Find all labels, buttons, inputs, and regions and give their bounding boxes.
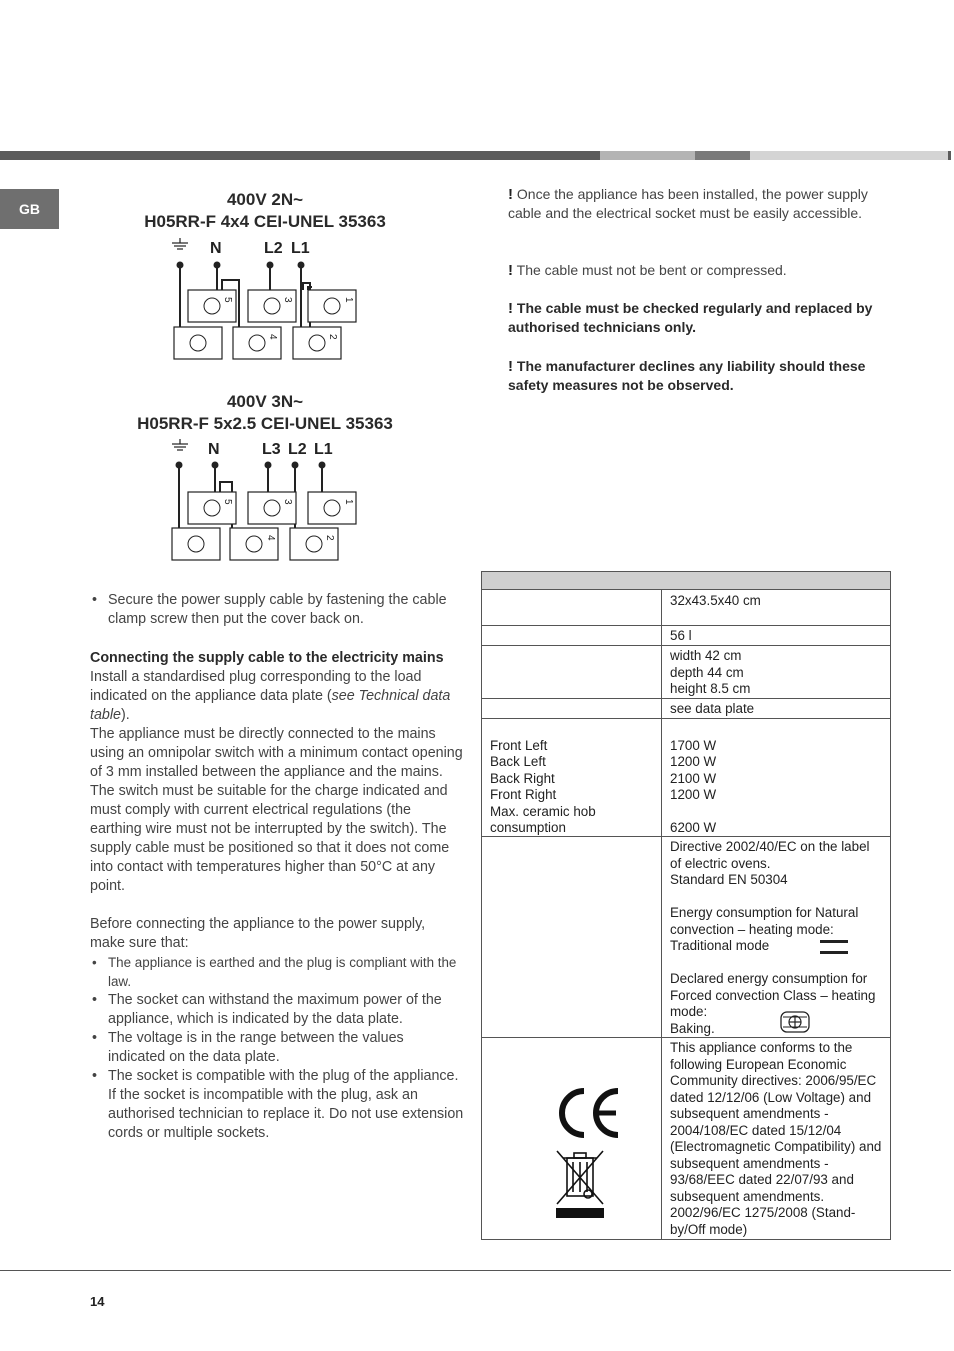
max-power-value: 6200 W [670, 820, 717, 835]
check-item-voltage: • The voltage is in the range between the values indicated on the data plate. [90, 1029, 464, 1067]
energy-forced-convection: Declared energy consumption for Forced convection Class – heating mode: [670, 971, 876, 1019]
useful-height: height 8.5 cm [670, 681, 751, 696]
table-label-cell [482, 590, 662, 625]
warning-mark: ! [508, 262, 513, 279]
wiring-diagram-2n [160, 235, 370, 365]
warning-mark: ! [508, 186, 513, 203]
table-row-dimensions [481, 590, 891, 626]
warning-mark: ! [508, 300, 513, 317]
section-heading: Connecting the supply cable to the electricity mains [90, 650, 444, 666]
warning-text: The manufacturer declines any liability should these safety measures not be observed. [508, 358, 866, 393]
footer-divider [0, 1270, 951, 1271]
table-row-energy-label [481, 837, 891, 1038]
diagram1-label-l1: L1 [291, 240, 310, 257]
energy-label-value [662, 837, 890, 1037]
page-number: 14 [90, 1294, 105, 1309]
table-label-cell [482, 646, 662, 698]
useful-depth: depth 44 cm [670, 664, 744, 680]
zone-name: Front Right [490, 787, 557, 802]
warning-cable-bent [508, 261, 888, 280]
header-bar-end [948, 151, 951, 160]
diagram1-term-2: 2 [327, 334, 338, 340]
header-bar-mid [695, 151, 750, 160]
energy-standard: Standard EN 50304 [670, 872, 788, 887]
voltage-value: see data plate [670, 701, 755, 716]
table-row-volume [481, 626, 891, 646]
zone-power: 1200 W [670, 754, 717, 769]
max-consumption-label-2: consumption [490, 820, 566, 835]
omnipolar-paragraph: The appliance must be directly connected to the mains using an omnipolar switch with a minimum contact opening of 3 mm installed between the appliance and the mains. The switch must be suitable for the charge indicated and must comply with current electrical regulations (the earthing wire must not be interrupted by the switch). The supply cable must be positioned so that it does not come into contact with temperatures higher than 50°C at any point. [90, 726, 463, 894]
table-row-hob-power [481, 719, 891, 837]
diagram2-term-4: 4 [265, 535, 276, 541]
hob-zone-labels [482, 719, 662, 836]
energy-baking-mode: Baking. [670, 1020, 715, 1036]
warning-cable-checked [508, 299, 888, 337]
fan-baking-icon [780, 1011, 810, 1033]
diagram1-title-line1: 400V 2N~ [226, 190, 304, 209]
warning-text: The cable must not be bent or compressed. [513, 262, 787, 278]
zone-name: Front Left [490, 737, 548, 753]
zone-name: Back Left [490, 754, 546, 769]
warning-accessible [508, 185, 888, 223]
useful-dimensions-value [662, 646, 890, 698]
table-row-conformity [481, 1038, 891, 1240]
warning-mark: ! [508, 358, 513, 375]
table-header [481, 571, 891, 590]
table-row-voltage [481, 699, 891, 719]
useful-width: width 42 cm [670, 648, 742, 663]
warning-liability [508, 357, 888, 395]
hob-zone-powers [662, 719, 890, 836]
zone-power: 1700 W [670, 737, 717, 753]
table-label-cell [482, 699, 662, 718]
table-label-cell [482, 837, 662, 1037]
conformity-symbols [482, 1038, 662, 1239]
diagram2-title-line2: H05RR-F 5x2.5 CEI-UNEL 35363 [137, 414, 393, 433]
diagram2-term-3: 3 [282, 499, 293, 505]
diagram2-title-line1: 400V 3N~ [226, 392, 304, 411]
zone-power: 1200 W [670, 787, 717, 802]
diagram2-label-l3: L3 [262, 441, 281, 458]
diagram2-label-n: N [208, 441, 220, 458]
check-item-socket-compatible: • The socket is compatible with the plug of the appliance. If the socket is incompatible with the plug, ask an authorised technician to replace it. Do not use extension cords or multiple sockets. [90, 1067, 464, 1143]
diagram2-label-l1: L1 [314, 441, 333, 458]
diagram1-title [100, 189, 430, 233]
energy-traditional-mode: Traditional mode [670, 938, 770, 953]
language-tab: GB [0, 189, 59, 229]
traditional-mode-icon [820, 938, 848, 956]
left-column [90, 591, 464, 1143]
max-consumption-label: Max. ceramic hob [490, 803, 596, 819]
header-bar-light [600, 151, 695, 160]
plug-paragraph-text: Install a standardised plug corresponding to the load indicated on the appliance data plate ( [90, 669, 422, 704]
header-bar-pale [750, 151, 948, 160]
table-row-useful-dimensions [481, 646, 891, 699]
before-connecting-paragraph: Before connecting the appliance to the power supply, make sure that: [90, 916, 426, 951]
wiring-diagram-3n [160, 436, 370, 566]
table-label-cell [482, 626, 662, 645]
technical-data-reference: see Technical data table [90, 688, 451, 723]
check-item-earthed: • The appliance is earthed and the plug is compliant with the law. [90, 953, 464, 991]
diagram1-label-n: N [210, 240, 222, 257]
dimensions-value: 32x43.5x40 cm [670, 593, 761, 608]
energy-directive: Directive 2002/40/EC on the label of electric ovens. [670, 839, 870, 871]
diagram1-term-1: 1 [343, 297, 354, 303]
plug-paragraph-end: ). [121, 707, 130, 723]
technical-data-table [481, 571, 891, 1240]
secure-cable-bullet: • Secure the power supply cable by fastening the cable clamp screw then put the cover back on. [90, 591, 464, 629]
plug-paragraph [90, 668, 464, 725]
energy-natural-convection: Energy consumption for Natural convection – heating mode: [670, 905, 859, 937]
diagram1-term-4: 4 [267, 334, 278, 340]
zone-name: Back Right [490, 770, 555, 786]
diagram1-label-l2: L2 [264, 240, 283, 257]
diagram2-term-2: 2 [324, 535, 335, 541]
diagram1-term-5: 5 [222, 297, 233, 303]
weee-bin-icon [554, 1148, 606, 1222]
diagram2-term-1: 1 [343, 499, 354, 505]
header-bar-dark [0, 151, 600, 160]
conformity-text: This appliance conforms to the following European Economic Community directives: 2006/95/EC dated 12/12/06 (Low Voltage) and subsequent amendments - 2004/108/EC dated 15/12/04 (Electromagnetic Compatibility) and subsequent amendments - 93/68/EEC dated 22/07/93 and subsequent amendments. 2002/96/EC 1275/2008 (Stand-by/Off mode) [670, 1040, 882, 1237]
diagram2-label-l2: L2 [288, 441, 307, 458]
diagram1-term-3: 3 [282, 297, 293, 303]
check-item-socket-power: • The socket can withstand the maximum power of the appliance, which is indicated by the data plate. [90, 991, 464, 1029]
volume-value: 56 l [670, 628, 692, 643]
diagram2-title [100, 391, 430, 435]
warning-text: The cable must be checked regularly and replaced by authorised technicians only. [508, 300, 873, 335]
warning-text: Once the appliance has been installed, the power supply cable and the electrical socket must be easily accessible. [508, 186, 868, 221]
zone-power: 2100 W [670, 770, 717, 786]
ce-mark-icon [554, 1085, 622, 1141]
diagram2-term-5: 5 [222, 499, 233, 505]
diagram1-title-line2: H05RR-F 4x4 CEI-UNEL 35363 [144, 212, 386, 231]
